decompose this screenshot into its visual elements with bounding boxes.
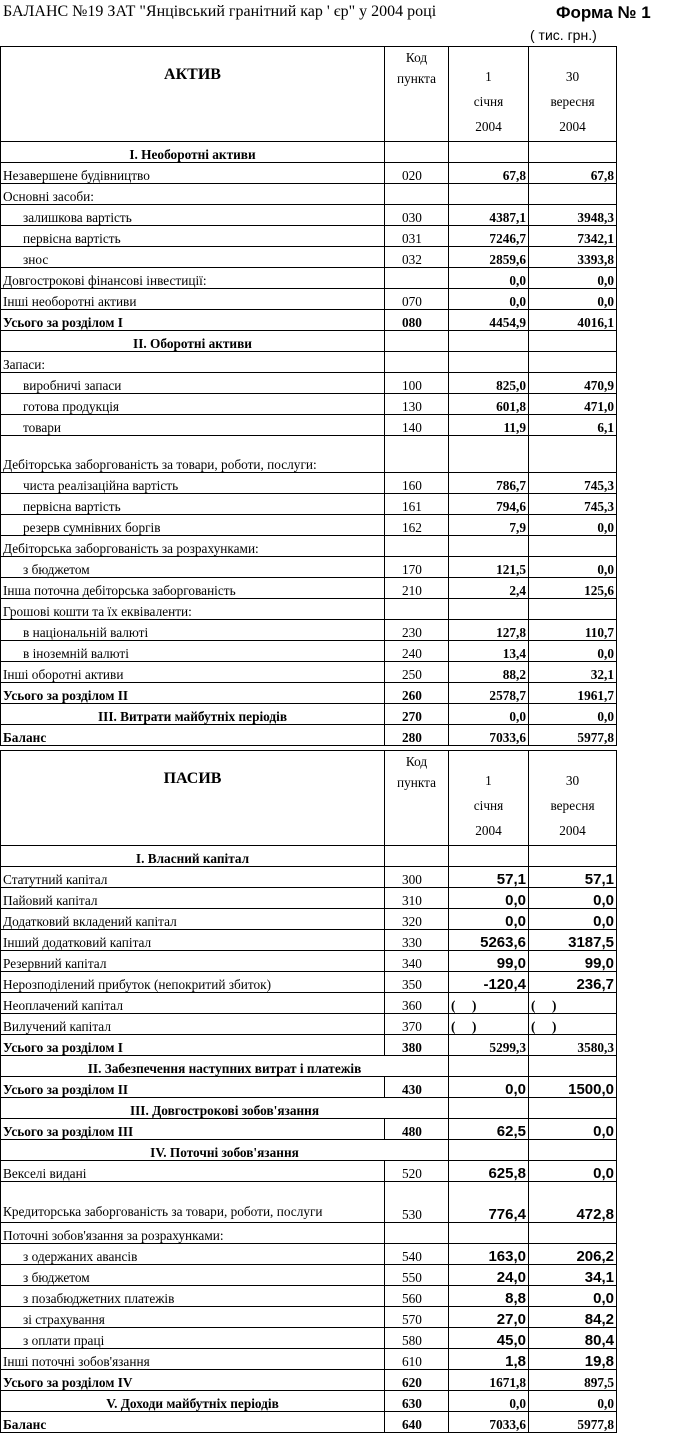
liabilities-header-row bbox=[1, 751, 617, 846]
row-label: Усього за розділом І bbox=[1, 310, 385, 331]
row-code: 530 bbox=[385, 1182, 449, 1223]
section-row bbox=[1, 1056, 617, 1077]
total-row bbox=[1, 1370, 617, 1391]
row-value-sep: 67,8 bbox=[529, 163, 617, 184]
assets-table bbox=[0, 46, 617, 746]
row-value-jan: 0,0 bbox=[449, 289, 529, 310]
row-label: Основні засоби: bbox=[1, 184, 385, 205]
table-row bbox=[1, 415, 617, 436]
row-label: резерв сумнівних боргів bbox=[1, 515, 385, 536]
row-label: Довгострокові фінансові інвестиції: bbox=[1, 268, 385, 289]
row-label: І. Власний капітал bbox=[1, 846, 385, 867]
table-row bbox=[1, 352, 617, 373]
row-value-sep: 34,1 bbox=[529, 1265, 617, 1286]
code-header-line: Код bbox=[405, 754, 428, 769]
row-value-sep: 472,8 bbox=[529, 1182, 617, 1223]
period1-header-line: 1 bbox=[485, 773, 492, 788]
row-value-sep: 3948,3 bbox=[529, 205, 617, 226]
row-code: 520 bbox=[385, 1161, 449, 1182]
row-label: ІІІ. Витрати майбутніх періодів bbox=[1, 704, 385, 725]
row-value-jan: 27,0 bbox=[449, 1307, 529, 1328]
code-header-line: Код bbox=[405, 50, 428, 65]
row-value-jan: 2859,6 bbox=[449, 247, 529, 268]
total-row bbox=[1, 1119, 617, 1140]
row-code: 350 bbox=[385, 972, 449, 993]
row-value-sep: 0,0 bbox=[529, 1391, 617, 1412]
row-code: 280 bbox=[385, 725, 449, 746]
row-code: 140 bbox=[385, 415, 449, 436]
table-row bbox=[1, 163, 617, 184]
table-row bbox=[1, 909, 617, 930]
table-row bbox=[1, 972, 617, 993]
section-row bbox=[1, 1140, 617, 1161]
table-row bbox=[1, 1182, 617, 1223]
row-label: виробничі запаси bbox=[1, 373, 385, 394]
period2-header-cell bbox=[529, 751, 617, 846]
table-row bbox=[1, 1161, 617, 1182]
table-row bbox=[1, 599, 617, 620]
table-row bbox=[1, 620, 617, 641]
row-value-jan: 24,0 bbox=[449, 1265, 529, 1286]
row-code: 100 bbox=[385, 373, 449, 394]
row-label: Грошові кошти та їх еквіваленти: bbox=[1, 599, 385, 620]
code-header-line: пункта bbox=[396, 71, 437, 86]
table-row bbox=[1, 930, 617, 951]
table-row bbox=[1, 205, 617, 226]
row-value-jan: 163,0 bbox=[449, 1244, 529, 1265]
row-value-sep: 0,0 bbox=[529, 268, 617, 289]
row-value-jan: 7246,7 bbox=[449, 226, 529, 247]
balance-row bbox=[1, 725, 617, 746]
row-value-sep: 99,0 bbox=[529, 951, 617, 972]
document-header bbox=[0, 0, 689, 46]
row-code: 370 bbox=[385, 1014, 449, 1035]
row-value-jan: 825,0 bbox=[449, 373, 529, 394]
row-code: 162 bbox=[385, 515, 449, 536]
row-label: Вилучений капітал bbox=[1, 1014, 385, 1035]
row-value-sep: 80,4 bbox=[529, 1328, 617, 1349]
row-value-jan: 0,0 bbox=[449, 704, 529, 725]
row-value-jan: 57,1 bbox=[449, 867, 529, 888]
row-value-sep: 0,0 bbox=[529, 641, 617, 662]
period1-header-cell bbox=[449, 751, 529, 846]
row-label: первісна вартість bbox=[1, 494, 385, 515]
row-value-sep: 3393,8 bbox=[529, 247, 617, 268]
row-code: 630 bbox=[385, 1391, 449, 1412]
row-label: товари bbox=[1, 415, 385, 436]
row-code: 380 bbox=[385, 1035, 449, 1056]
row-value-jan: 5263,6 bbox=[449, 930, 529, 951]
table-row bbox=[1, 557, 617, 578]
row-value-jan: 601,8 bbox=[449, 394, 529, 415]
row-value-jan: 0,0 bbox=[449, 1391, 529, 1412]
row-value-jan: 121,5 bbox=[449, 557, 529, 578]
row-label: знос bbox=[1, 247, 385, 268]
table-row bbox=[1, 289, 617, 310]
period2-header-cell bbox=[529, 47, 617, 142]
table-row bbox=[1, 1349, 617, 1370]
row-value-sep: 0,0 bbox=[529, 1286, 617, 1307]
row-value-jan: ( ) bbox=[449, 1014, 529, 1035]
row-label: Усього за розділом І bbox=[1, 1035, 385, 1056]
total-row bbox=[1, 683, 617, 704]
row-label: Усього за розділом IV bbox=[1, 1370, 385, 1391]
row-value-jan: 45,0 bbox=[449, 1328, 529, 1349]
row-label: первісна вартість bbox=[1, 226, 385, 247]
row-value-sep: 1500,0 bbox=[529, 1077, 617, 1098]
row-label: Дебіторська заборгованість за товари, роботи, послуги: bbox=[1, 436, 385, 473]
row-value-jan: 127,8 bbox=[449, 620, 529, 641]
table-row bbox=[1, 494, 617, 515]
row-value-jan: -120,4 bbox=[449, 972, 529, 993]
row-label: Статутний капітал bbox=[1, 867, 385, 888]
row-value-jan: 0,0 bbox=[449, 268, 529, 289]
row-label: Усього за розділом ІІІ bbox=[1, 1119, 385, 1140]
row-label: Інші оборотні активи bbox=[1, 662, 385, 683]
table-row bbox=[1, 247, 617, 268]
period1-header-line: січня bbox=[473, 94, 504, 109]
table-row bbox=[1, 1265, 617, 1286]
table-row bbox=[1, 1223, 617, 1244]
period2-header-line: 2004 bbox=[559, 119, 586, 134]
row-value-jan: 11,9 bbox=[449, 415, 529, 436]
row-code: 161 bbox=[385, 494, 449, 515]
row-value-jan: 7,9 bbox=[449, 515, 529, 536]
row-value-sep: 1961,7 bbox=[529, 683, 617, 704]
liabilities-title-cell bbox=[1, 751, 385, 846]
period1-header-line: 2004 bbox=[475, 823, 502, 838]
row-label: Пайовий капітал bbox=[1, 888, 385, 909]
row-code: 030 bbox=[385, 205, 449, 226]
row-label: в національній валюті bbox=[1, 620, 385, 641]
row-value-sep: 206,2 bbox=[529, 1244, 617, 1265]
row-label: IV. Поточні зобов'язання bbox=[1, 1140, 449, 1161]
table-row bbox=[1, 1328, 617, 1349]
row-label: Векселі видані bbox=[1, 1161, 385, 1182]
row-value-sep: 0,0 bbox=[529, 909, 617, 930]
table-row bbox=[1, 226, 617, 247]
row-value-jan: 786,7 bbox=[449, 473, 529, 494]
table-row bbox=[1, 1286, 617, 1307]
row-value-sep: 125,6 bbox=[529, 578, 617, 599]
row-label: І. Необоротні активи bbox=[1, 142, 385, 163]
row-label: чиста реалізаційна вартість bbox=[1, 473, 385, 494]
row-label: Поточні зобов'язання за розрахунками: bbox=[1, 1223, 385, 1244]
row-label: залишкова вартість bbox=[1, 205, 385, 226]
liabilities-table bbox=[0, 750, 617, 1433]
row-code: 070 bbox=[385, 289, 449, 310]
table-row bbox=[1, 268, 617, 289]
liabilities-title: ПАСИВ bbox=[163, 770, 222, 787]
period2-header-line: вересня bbox=[550, 798, 595, 813]
table-row bbox=[1, 394, 617, 415]
section-row bbox=[1, 331, 617, 352]
row-label: Усього за розділом ІІ bbox=[1, 683, 385, 704]
document-title: БАЛАНС №19 ЗАТ "Янцівський гранітний кар ' єр" у 2004 році bbox=[3, 3, 437, 20]
row-code: 020 bbox=[385, 163, 449, 184]
row-label: Кредиторська заборгованість за товари, роботи, послуги bbox=[1, 1182, 385, 1223]
row-value-jan: 0,0 bbox=[449, 1077, 529, 1098]
row-value-sep: 5977,8 bbox=[529, 1412, 617, 1433]
table-row bbox=[1, 1244, 617, 1265]
period1-header-line: 1 bbox=[485, 69, 492, 84]
row-value-jan: 4454,9 bbox=[449, 310, 529, 331]
row-value-sep: 7342,1 bbox=[529, 226, 617, 247]
row-value-jan: 1,8 bbox=[449, 1349, 529, 1370]
row-label: з оплати праці bbox=[1, 1328, 385, 1349]
row-value-jan: 13,4 bbox=[449, 641, 529, 662]
row-label: зі страхування bbox=[1, 1307, 385, 1328]
assets-header-row bbox=[1, 47, 617, 142]
row-value-sep: 0,0 bbox=[529, 515, 617, 536]
row-code: 080 bbox=[385, 310, 449, 331]
total-row bbox=[1, 310, 617, 331]
row-label: з бюджетом bbox=[1, 557, 385, 578]
row-label: Баланс bbox=[1, 1412, 385, 1433]
row-label: готова продукція bbox=[1, 394, 385, 415]
row-value-sep: 110,7 bbox=[529, 620, 617, 641]
row-code: 540 bbox=[385, 1244, 449, 1265]
row-code: 340 bbox=[385, 951, 449, 972]
table-row bbox=[1, 515, 617, 536]
row-value-sep: 5977,8 bbox=[529, 725, 617, 746]
row-code: 330 bbox=[385, 930, 449, 951]
row-code: 300 bbox=[385, 867, 449, 888]
row-value-sep: 0,0 bbox=[529, 1119, 617, 1140]
code-header-cell bbox=[385, 47, 449, 142]
period2-header-line: 2004 bbox=[559, 823, 586, 838]
row-value-sep: 19,8 bbox=[529, 1349, 617, 1370]
row-value-sep: 0,0 bbox=[529, 557, 617, 578]
table-row bbox=[1, 993, 617, 1014]
row-value-jan: 8,8 bbox=[449, 1286, 529, 1307]
section-row bbox=[1, 142, 617, 163]
period1-header-line: січня bbox=[473, 798, 504, 813]
row-value-jan: 4387,1 bbox=[449, 205, 529, 226]
period2-header-line: вересня bbox=[550, 94, 595, 109]
row-code: 160 bbox=[385, 473, 449, 494]
row-value-jan: ( ) bbox=[449, 993, 529, 1014]
row-label: ІІ. Оборотні активи bbox=[1, 331, 385, 352]
row-value-jan: 776,4 bbox=[449, 1182, 529, 1223]
row-value-sep: 3580,3 bbox=[529, 1035, 617, 1056]
row-code: 032 bbox=[385, 247, 449, 268]
row-label: Баланс bbox=[1, 725, 385, 746]
row-value-jan: 1671,8 bbox=[449, 1370, 529, 1391]
row-code: 570 bbox=[385, 1307, 449, 1328]
row-label: Неоплачений капітал bbox=[1, 993, 385, 1014]
period1-header-line: 2004 bbox=[475, 119, 502, 134]
row-code: 170 bbox=[385, 557, 449, 578]
row-code: 210 bbox=[385, 578, 449, 599]
row-label: Інший додатковий капітал bbox=[1, 930, 385, 951]
assets-title-cell bbox=[1, 47, 385, 142]
code-header-cell bbox=[385, 751, 449, 846]
row-label: Усього за розділом ІІ bbox=[1, 1077, 385, 1098]
row-value-sep: 0,0 bbox=[529, 1161, 617, 1182]
row-value-jan: 2,4 bbox=[449, 578, 529, 599]
row-value-jan: 99,0 bbox=[449, 951, 529, 972]
row-code: 360 bbox=[385, 993, 449, 1014]
row-value-sep: ( ) bbox=[529, 1014, 617, 1035]
table-row bbox=[1, 888, 617, 909]
period2-header-line: 30 bbox=[565, 773, 580, 788]
row-value-sep: 6,1 bbox=[529, 415, 617, 436]
row-value-jan: 7033,6 bbox=[449, 725, 529, 746]
row-code: 130 bbox=[385, 394, 449, 415]
row-code: 580 bbox=[385, 1328, 449, 1349]
section-row bbox=[1, 704, 617, 725]
form-number: Форма № 1 bbox=[556, 3, 651, 22]
row-code: 620 bbox=[385, 1370, 449, 1391]
row-label: з одержаних авансів bbox=[1, 1244, 385, 1265]
row-value-sep: 57,1 bbox=[529, 867, 617, 888]
row-label: Інша поточна дебіторська заборгованість bbox=[1, 578, 385, 599]
row-value-sep: 470,9 bbox=[529, 373, 617, 394]
row-value-sep: 3187,5 bbox=[529, 930, 617, 951]
row-code: 230 bbox=[385, 620, 449, 641]
table-row bbox=[1, 867, 617, 888]
table-row bbox=[1, 951, 617, 972]
table-row bbox=[1, 536, 617, 557]
table-row bbox=[1, 578, 617, 599]
row-label: ІІІ. Довгострокові зобов'язання bbox=[1, 1098, 449, 1119]
row-value-jan: 67,8 bbox=[449, 163, 529, 184]
row-value-jan: 794,6 bbox=[449, 494, 529, 515]
row-value-jan: 2578,7 bbox=[449, 683, 529, 704]
table-row bbox=[1, 436, 617, 473]
table-row bbox=[1, 1014, 617, 1035]
row-code: 480 bbox=[385, 1119, 449, 1140]
row-value-sep: 897,5 bbox=[529, 1370, 617, 1391]
units-note: ( тис. грн.) bbox=[530, 27, 597, 43]
table-row bbox=[1, 373, 617, 394]
row-label: ІІ. Забезпечення наступних витрат і платежів bbox=[1, 1056, 449, 1077]
row-label: Запаси: bbox=[1, 352, 385, 373]
period2-header-line: 30 bbox=[565, 69, 580, 84]
table-row bbox=[1, 1307, 617, 1328]
row-code: 560 bbox=[385, 1286, 449, 1307]
table-row bbox=[1, 662, 617, 683]
row-label: Інші поточні зобов'язання bbox=[1, 1349, 385, 1370]
row-value-sep: 84,2 bbox=[529, 1307, 617, 1328]
row-value-sep: 471,0 bbox=[529, 394, 617, 415]
row-label: з бюджетом bbox=[1, 1265, 385, 1286]
row-code: 310 bbox=[385, 888, 449, 909]
section-row bbox=[1, 1391, 617, 1412]
row-code: 610 bbox=[385, 1349, 449, 1370]
row-value-sep: 32,1 bbox=[529, 662, 617, 683]
row-value-jan: 0,0 bbox=[449, 888, 529, 909]
row-value-sep: 745,3 bbox=[529, 494, 617, 515]
row-value-sep: 745,3 bbox=[529, 473, 617, 494]
row-code: 320 bbox=[385, 909, 449, 930]
row-value-sep: 236,7 bbox=[529, 972, 617, 993]
row-code: 240 bbox=[385, 641, 449, 662]
row-value-sep: 0,0 bbox=[529, 704, 617, 725]
section-row bbox=[1, 1098, 617, 1119]
assets-title: АКТИВ bbox=[164, 66, 221, 83]
row-label: Дебіторська заборгованість за розрахунками: bbox=[1, 536, 385, 557]
row-code: 550 bbox=[385, 1265, 449, 1286]
row-label: в іноземній валюті bbox=[1, 641, 385, 662]
row-label: з позабюджетних платежів bbox=[1, 1286, 385, 1307]
row-value-sep: 0,0 bbox=[529, 888, 617, 909]
row-label: Додатковий вкладений капітал bbox=[1, 909, 385, 930]
row-value-jan: 625,8 bbox=[449, 1161, 529, 1182]
code-header-line: пункта bbox=[396, 775, 437, 790]
row-value-jan: 7033,6 bbox=[449, 1412, 529, 1433]
row-value-sep: 0,0 bbox=[529, 289, 617, 310]
row-value-jan: 5299,3 bbox=[449, 1035, 529, 1056]
row-code: 250 bbox=[385, 662, 449, 683]
table-row bbox=[1, 473, 617, 494]
row-label: Нерозподілений прибуток (непокритий збиток) bbox=[1, 972, 385, 993]
row-value-jan: 62,5 bbox=[449, 1119, 529, 1140]
row-code bbox=[385, 268, 449, 289]
total-row bbox=[1, 1077, 617, 1098]
table-row bbox=[1, 641, 617, 662]
row-label: V. Доходи майбутніх періодів bbox=[1, 1391, 385, 1412]
row-code: 430 bbox=[385, 1077, 449, 1098]
row-label: Резервний капітал bbox=[1, 951, 385, 972]
row-value-jan: 0,0 bbox=[449, 909, 529, 930]
row-code: 640 bbox=[385, 1412, 449, 1433]
balance-row bbox=[1, 1412, 617, 1433]
row-code: 031 bbox=[385, 226, 449, 247]
row-value-sep: ( ) bbox=[529, 993, 617, 1014]
row-value-sep: 4016,1 bbox=[529, 310, 617, 331]
row-label: Інші необоротні активи bbox=[1, 289, 385, 310]
row-code: 260 bbox=[385, 683, 449, 704]
total-row bbox=[1, 1035, 617, 1056]
table-row bbox=[1, 184, 617, 205]
section-row bbox=[1, 846, 617, 867]
row-label: Незавершене будівництво bbox=[1, 163, 385, 184]
row-code: 270 bbox=[385, 704, 449, 725]
row-value-jan: 88,2 bbox=[449, 662, 529, 683]
period1-header-cell bbox=[449, 47, 529, 142]
